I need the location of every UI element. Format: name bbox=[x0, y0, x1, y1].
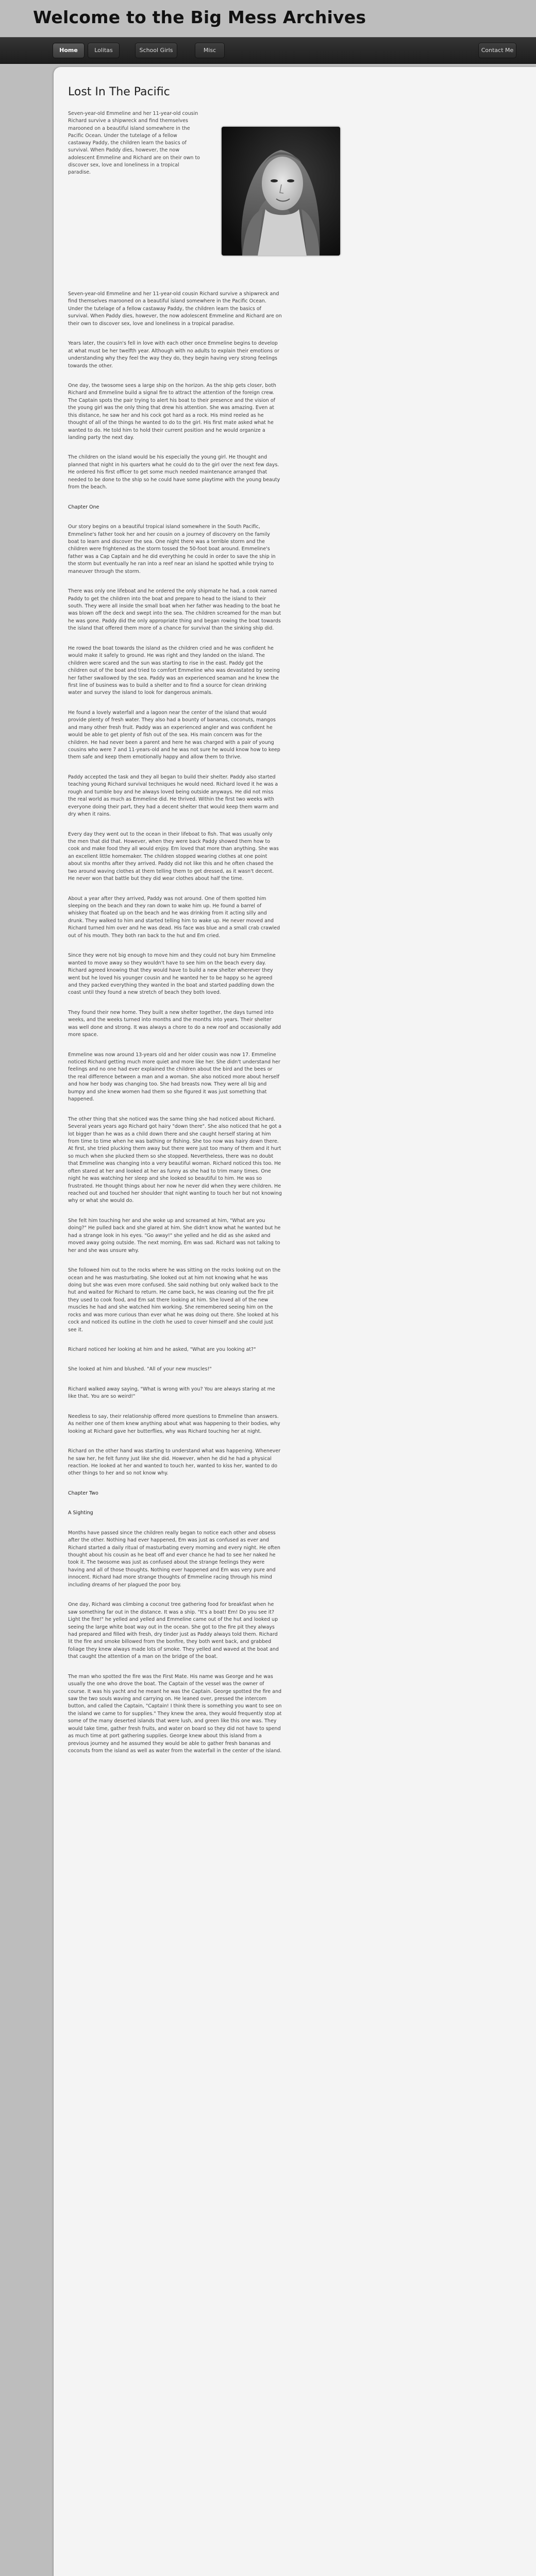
story-paragraph: The man who spotted the fire was the First Mate. His name was George and he was usually the one who drove the boat. The Captain of the vessel was the owner of course. It was his yacht and he meant he was the Captain. George spotted the fire and saw the two souls waving and carrying on. He leaned over, pressed the intercom button, and called the Captain, "Captain! I think there is something you want to see on the island we came to for supplies." They knew the area, they would frequently stop at some of the many deserted islands that were lush, and green like this one was. They would take time, gather fresh fruits, and water on board so they did not have to spend as much time at port gathering supplies. George knew about this island from a previous journey and he assumed they would be able to gather fresh bananas and coconuts from the island as well as water from the waterfall in the center of the island. bbox=[68, 1673, 282, 1754]
story-paragraph: One day, the twosome sees a large ship on the horizon. As the ship gets closer, both Richard and Emmeline build a signal fire to attract the attention of the foreign crew. The Captain spots the pair trying to alert his boat to their presence and the vision of the young girl was the only thing that drew his attention. She was amazing. Even at this distance, he saw her and his cock got hard as a rock. His mind reeled as he thought of all of the things he wanted to do to the girl. His first mate asked what he wanted to do. He told him to hold their current position and he would organize a landing party the next day. bbox=[68, 382, 276, 440]
story-title: Lost In The Pacific bbox=[68, 86, 170, 98]
story-paragraph: Months have passed since the children really began to notice each other and obsess after the other. Nothing had ever happened, Em was just as confused as ever and Richard started a daily ritual of masturbating every morning and every night. He often thought about his cousin as he beat off and ever chance he had to see her naked he took it. The twosome was just as confused about the strange feelings they were having and all of those thoughts. Nothing ever happened and Em was very pure and innocent. Richard had more strange thoughts of Emmeline racing through his mind including dreams of her plagued the poor boy. bbox=[68, 1530, 280, 1588]
story-paragraph: There was only one lifeboat and he ordered the only shipmate he had, a cook named Paddy to get the children into the boat and prepare to head to the island to their south. They were all inside the small boat when her father was heading to the boat he was blown off the deck and swept into the sea. The children screamed for the man but he was gone. Paddy did the only appropriate thing and began rowing the boat towards the island that offered them more of a chance for survival than the sinking ship did. bbox=[68, 588, 281, 632]
story-paragraph: Needless to say, their relationship offered more questions to Emmeline than answers. As neither one of them knew anything about what was happening to their bodies, why looking at Richard gave her butterflies, why was Richard touching her at night. bbox=[68, 1413, 280, 1434]
portrait-image bbox=[222, 127, 340, 256]
story-paragraph: The children on the island would be his especially the young girl. He thought and planned that night in his quarters what he could do to the girl over the next few days. He ordered his first officer to get some much needed maintenance arranged that needed to be done to the ship so he could have some playtime with the young beauty from the beach. bbox=[68, 454, 280, 490]
nav-contact-me[interactable]: Contact Me bbox=[478, 43, 516, 58]
story-paragraph: Richard walked away saying, "What is wrong with you? You are always staring at me like that. You are so weird!" bbox=[68, 1386, 275, 1400]
chapter-heading: Chapter One bbox=[68, 504, 99, 510]
story-paragraph: She looked at him and blushed. "All of your new muscles!" bbox=[68, 1366, 212, 1372]
nav-home[interactable]: Home bbox=[53, 43, 85, 58]
story-photo bbox=[222, 127, 340, 256]
story-paragraph: They found their new home. They built a new shelter together, the days turned into weeks, and the weeks turned into months and the months into years. Their shelter was well done and strong. It was always a chore to do a new roof and occasionally add more space. bbox=[68, 1009, 281, 1038]
nav-misc[interactable]: Misc bbox=[195, 43, 225, 58]
story-paragraph: He rowed the boat towards the island as the children cried and he was confident he would make it safely to ground. He was right and they landed on the island. The children were scared and the sun was starting to rise in the east. Paddy got the children out of the boat and tried to comfort Emmeline who was devastated by seeing her father swallowed by the sea. Paddy was an experienced seaman and he knew the first line of business was to build a shelter and to find a source for clean drinking water and survey the island to look for dangerous animals. bbox=[68, 645, 280, 696]
story-paragraph: Every day they went out to the ocean in their lifeboat to fish. That was usually only the men that did that. However, when they were back Paddy showed them how to cook and make food they all would enjoy. Em loved that more than anything. She was an excellent little homemaker. The children stopped wearing clothes at one point about six months after they arrived. Paddy did not like this and he often chased the two around waving clothes at them telling them to get dressed, as it wasn't decent. He never won that battle but they did wear clothes about half the time. bbox=[68, 831, 279, 882]
content-panel bbox=[54, 67, 536, 2576]
main-nav bbox=[0, 37, 536, 64]
story-paragraph: Years later, the cousin's fell in love with each other once Emmeline begins to develop at what must be her twelfth year. Although with no adults to explain their emotions or understanding why they feel the way they do, they begin having very strong feelings towards the other. bbox=[68, 341, 279, 369]
story-body bbox=[68, 291, 282, 1768]
chapter-subtitle: A Sighting bbox=[68, 1510, 93, 1516]
story-paragraph: The other thing that she noticed was the same thing she had noticed about Richard. Several years years ago Richard got hairy "down there". She also noticed that he got a lot bigger than he was as a child down there and she caught herself staring at him from time to time when he was bathing or fishing. She too now was hairy down there. At first, she tried plucking them away but there were just too many of them and it hurt so much when she plucked them so she stopped. Nevertheless, there was no doubt that Emmeline was changing into a very beautiful woman. Richard noticed this too. He often stared at her and looked at her as funny as she had to trim many times. One night he was watching her sleep and she looked so beautiful to him. He was so frustrated. He thought things about her now he never did when they were children. He reached out and touched her shoulder that night wanting to touch her but not knowing why or what she would do. bbox=[68, 1116, 282, 1204]
story-paragraph: She followed him out to the rocks where he was sitting on the rocks looking out on the ocean and he was masturbating. She looked out at him not knowing what he was doing but she was even more confused. She said nothing but only walked back to the hut and waited for Richard to return. He came back, he was cleaning out the fire pit they used to cook food, and Em sat there looking at him. She loved all of the new muscles he had and she watched him working. She remembered seeing him on the rocks and was more curious than ever what he was doing out there. She looked at his cock and noticed its outline in the cloth he used to cover himself and she could just see it. bbox=[68, 1267, 281, 1333]
story-paragraph: He found a lovely waterfall and a lagoon near the center of the island that would provide plenty of fresh water. They also had a bounty of bananas, coconuts, mangos and many other fresh fruit. Paddy was an experienced angler and was confident he would be able to get plenty of fish out of the sea. His main concern was for the children. He had never been a parent and here he was charged with a pair of young cousins who were 7 and 11-years-old and he was not sure he would know how to keep them safe and keep them emotionally happy and allow them to thrive. bbox=[68, 709, 280, 760]
chapter-heading: Chapter Two bbox=[68, 1490, 98, 1496]
site-title: Welcome to the Big Mess Archives bbox=[33, 7, 366, 27]
story-paragraph: Richard on the other hand was starting to understand what was happening. Whenever he saw her, he felt funny just like she did. However, when he did he had a physical reaction. He looked at her and wanted to touch her, wanted to kiss her, wanted to do other things to her and so not know why. bbox=[68, 1448, 281, 1477]
site-header bbox=[0, 0, 536, 37]
nav-lolitas[interactable]: Lolitas bbox=[88, 43, 120, 58]
nav-school-girls[interactable]: School Girls bbox=[135, 43, 177, 58]
story-paragraph: Richard noticed her looking at him and he asked, "What are you looking at?" bbox=[68, 1347, 256, 1352]
story-paragraph: Seven-year-old Emmeline and her 11-year-old cousin Richard survive a shipwreck and find themselves marooned on a beautiful island somewhere in the Pacific Ocean. Under the tutelage of a fellow castaway Paddy, the children learn the basics of survival. When Paddy dies, however, the now adolescent Emmeline and Richard are on their own to discover sex, love and loneliness in a tropical paradise. bbox=[68, 291, 282, 327]
story-paragraph: About a year after they arrived, Paddy was not around. One of them spotted him sleeping on the beach and they ran down to wake him up. He found a barrel of whiskey that floated up on the beach and he was drinking from it acting silly and drunk. They walked to him and started telling him to wake up. He never moved and Richard turned him over and he was dead. His face was blue and a small crab crawled out of his mouth. They both ran back to the hut and Em cried. bbox=[68, 895, 280, 939]
story-paragraph: Emmeline was now around 13-years old and her older cousin was now 17. Emmeline noticed Richard getting much more quiet and more like her. She didn't understand her feelings and no one had ever explained the children about the bird and the bees or the real difference between a man and a woman. She also noticed more about herself and how her body was changing too. She had breasts now. They were all big and bumpy and she knew women had them so she figured it was just something that happened. bbox=[68, 1052, 280, 1103]
story-paragraph: One day, Richard was climbing a coconut tree gathering food for breakfast when he saw something far out in the distance. It was a ship. "It's a boat! Em! Do you see it? Light the fire!" he yelled and yelled and Emmeline came out of the hut and looked up seeing the large white boat way out in the ocean. She got to the fire pit they always had prepared and filled with fresh, dry tinder just as Paddy always told them. Richard lit the fire and smoke billowed from the bonfire, they both went back, and grabbed foliage they knew always made lots of smoke. They yelled and waved at the boat and that caught the attention of a man on the bridge of the boat. bbox=[68, 1602, 279, 1660]
story-paragraph: Our story begins on a beautiful tropical island somewhere in the South Pacific, Emmeline's father took her and her cousin on a journey of discovery on the family boat to learn and discover the sea. One night there was a terrible storm and the children were frightened as the storm tossed the 50-foot boat around. Emmeline's father was a Cap Captain and he did everything he could in order to save the ship in the storm but eventually he ran into a reef near an island he spotted while trying to maneuver through the storm. bbox=[68, 524, 276, 574]
story-paragraph: She felt him touching her and she woke up and screamed at him, "What are you doing?" He pulled back and she glared at him. She didn't know what he wanted but he had a strange look in his eyes. "Go away!" she yelled and he did as she asked and moved away going outside. The next morning, Em was sad. Richard was not talking to her and she was unsure why. bbox=[68, 1217, 281, 1253]
story-paragraph: Paddy accepted the task and they all began to build their shelter. Paddy also started teaching young Richard survival techniques he would need. Richard loved it he was a rough and tumble boy and he always loved being outside anyways. He did not miss the real world as much as Emmeline did. He thrived. Within the first two weeks with everyone doing their part, they had a decent shelter that would keep them warm and dry when it rains. bbox=[68, 774, 279, 818]
story-paragraph: Since they were not big enough to move him and they could not bury him Emmeline wanted to move away so they wouldn't have to see him on the beach every day. Richard agreed knowing that they would have to build a new shelter wherever they went but he loved his younger cousin and he wanted her to be happy so he agreed and they packed everything they wanted in the boat and started paddling down the coast until they found a new stretch of beach they both loved. bbox=[68, 953, 276, 996]
story-summary: Seven-year-old Emmeline and her 11-year-old cousin Richard survive a shipwreck and find themselves marooned on a beautiful island somewhere in the Pacific Ocean. Under the tutelage of a fellow castaway Paddy, the children learn the basics of survival. When Paddy dies, however, the now adolescent Emmeline and Richard are on their own to discover sex, love and loneliness in a tropical paradise. bbox=[68, 111, 200, 175]
